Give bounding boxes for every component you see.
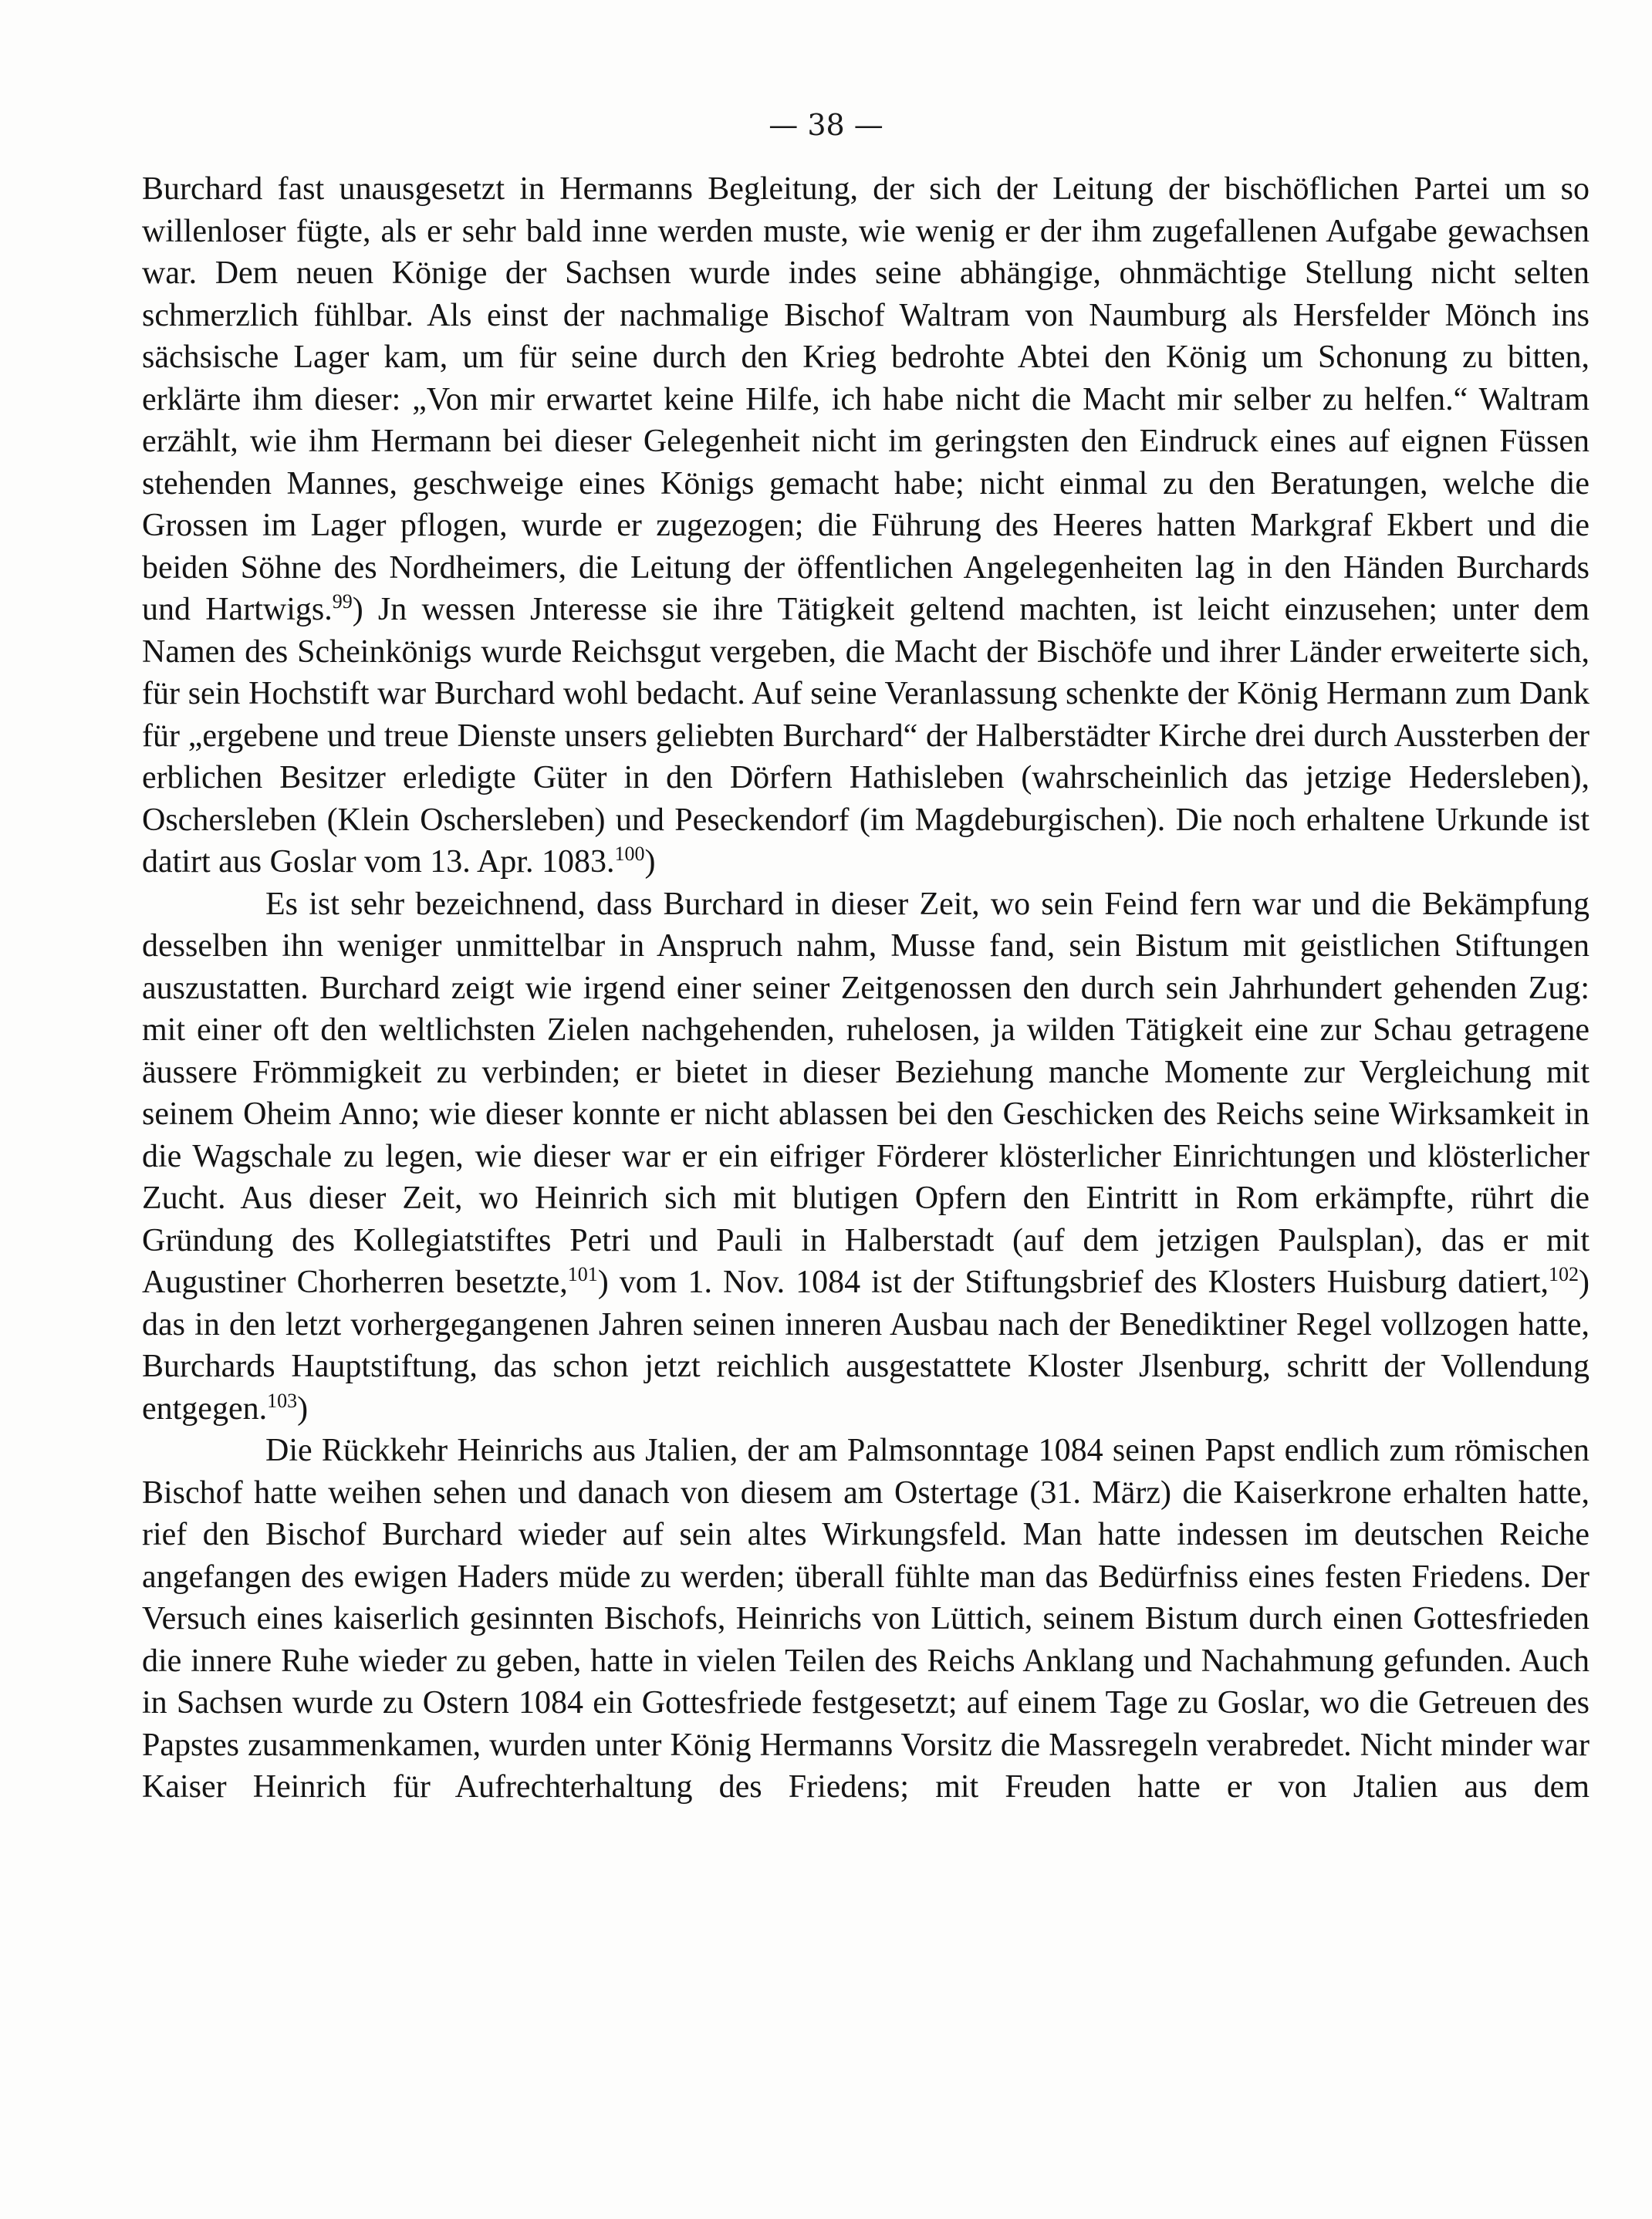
paragraph [142, 883, 1590, 1430]
footnote-marker: 100 [614, 843, 645, 865]
footnote-marker: 102 [1549, 1263, 1579, 1285]
footnote-marker: 103 [267, 1389, 298, 1412]
text-run: ) das in den letzt vorhergegangenen Jahren seinen inneren Ausbau nach der Benediktiner Regel vollzogen hatte, Burchards Hauptstiftung, das schon jetzt reichlich ausgestattete Kloster Jlsenburg, schritt der Vollendung entgegen. [142, 1265, 1590, 1427]
footnote-marker: 99 [332, 590, 353, 613]
text-run: Die Rückkehr Heinrichs aus Jtalien, der am Palmsonntage 1084 seinen Papst endlich zum römischen Bischof hatte weihen sehen und danach von diesem am Ostertage (31. März) die Kaiserkrone erhalten hatte, rief den Bischof Burchard wieder auf sein altes Wirkungsfeld. Man hatte indessen im deutschen Reiche angefangen des ewigen Haders müde zu werden; überall fühlte man das Bedürfniss eines festen Friedens. Der Versuch eines kaiserlich gesinnten Bischofs, Heinrichs von Lüttich, seinem Bistum durch einen Gottesfrieden die innere Ruhe wieder zu geben, hatte in vielen Teilen des Reichs Anklang und Nachahmung gefunden. Auch in Sachsen wurde zu Ostern 1084 ein Gottesfriede festgesetzt; auf einem Tage zu Goslar, wo die Getreuen des Papstes zusammenkamen, wurden unter König Hermanns Vorsitz die Massregeln verabredet. Nicht minder war Kaiser Heinrich für Aufrechterhaltung des Friedens; mit Freuden hatte er von Jtalien aus dem [142, 1433, 1590, 1805]
footnote-marker: 101 [567, 1263, 598, 1285]
text-run: ) [297, 1390, 309, 1427]
body-text [142, 168, 1590, 1809]
text-run: Burchard fast unausgesetzt in Hermanns Begleitung, der sich der Leitung der bischöflichen Partei um so willenloser fügte, als er sehr bald inne werden muste, wie wenig er der ihm zugefallenen Aufgabe gewachsen war. Dem neuen Könige der Sachsen wurde indes seine abhängige, ohnmächtige Stellung nicht selten schmerzlich fühlbar. Als einst der nachmalige Bischof Waltram von Naumburg als Hersfelder Mönch ins sächsische Lager kam, um für seine durch den Krieg bedrohte Abtei den König um Schonung zu bitten, erklärte ihm dieser: „Von mir erwartet keine Hilfe, ich habe nicht die Macht mir selber zu helfen.“ Waltram erzählt, wie ihm Hermann bei dieser Gelegenheit nicht im geringsten den Eindruck eines auf eignen Füssen stehenden Mannes, geschweige eines Königs gemacht habe; nicht einmal zu den Beratungen, welche die Grossen im Lager pflogen, wurde er zugezogen; die Führung des Heeres hatten Markgraf Ekbert und die beiden Söhne des Nordheimers, die Leitung der öffentlichen Angelegenheiten lag in den Händen Burchards und Hartwigs. [142, 171, 1590, 627]
text-run: ) vom 1. Nov. 1084 ist der Stiftungsbrief des Klosters Huisburg datiert, [597, 1265, 1549, 1300]
text-run: Es ist sehr bezeichnend, dass Burchard in dieser Zeit, wo sein Feind fern war und die Bekämpfung desselben ihn weniger unmittelbar in Anspruch nahm, Musse fand, sein Bistum mit geistlichen Stiftungen auszustatten. Burchard zeigt wie irgend einer seiner Zeitgenossen den durch sein Jahrhundert gehenden Zug: mit einer oft den weltlichsten Zielen nachgehenden, ruhelosen, ja wilden Tätigkeit eine zur Schau getragene äussere Frömmigkeit zu verbinden; er bietet in dieser Beziehung manche Momente zur Vergleichung mit seinem Oheim Anno; wie dieser konnte er nicht ablassen bei den Geschicken des Reichs seine Wirksamkeit in die Wagschale zu legen, wie dieser war er ein eifriger Förderer klösterlicher Einrichtungen und klösterlicher Zucht. Aus dieser Zeit, wo Heinrich sich mit blutigen Opfern den Eintritt in Rom erkämpfte, rührt die Gründung des Kollegiatstiftes Petri und Pauli in Halberstadt (auf dem jetzigen Paulsplan), das er mit Augustiner Chorherren besetzte, [142, 886, 1590, 1300]
text-run: ) [644, 844, 656, 880]
text-run: ) Jn wessen Jnteresse sie ihre Tätigkeit geltend machten, ist leicht einzusehen; unter dem Namen des Scheinkönigs wurde Reichsgut vergeben, die Macht der Bischöfe und ihrer Länder erweiterte sich, für sein Hochstift war Burchard wohl bedacht. Auf seine Veranlassung schenkte der König Hermann zum Dank für „ergebene und treue Dienste unsers geliebten Burchard“ der Halberstädter Kirche drei durch Aussterben der erblichen Besitzer erledigte Güter in den Dörfern Hathisleben (wahrscheinlich das jetzige Hedersleben), Oschersleben (Klein Oschersleben) und Peseckendorf (im Magdeburgischen). Die noch erhaltene Urkunde ist datirt aus Goslar vom 13. Apr. 1083. [142, 592, 1590, 880]
paragraph [142, 168, 1590, 883]
paragraph [142, 1430, 1590, 1809]
page-number: — 38 — [769, 108, 883, 142]
